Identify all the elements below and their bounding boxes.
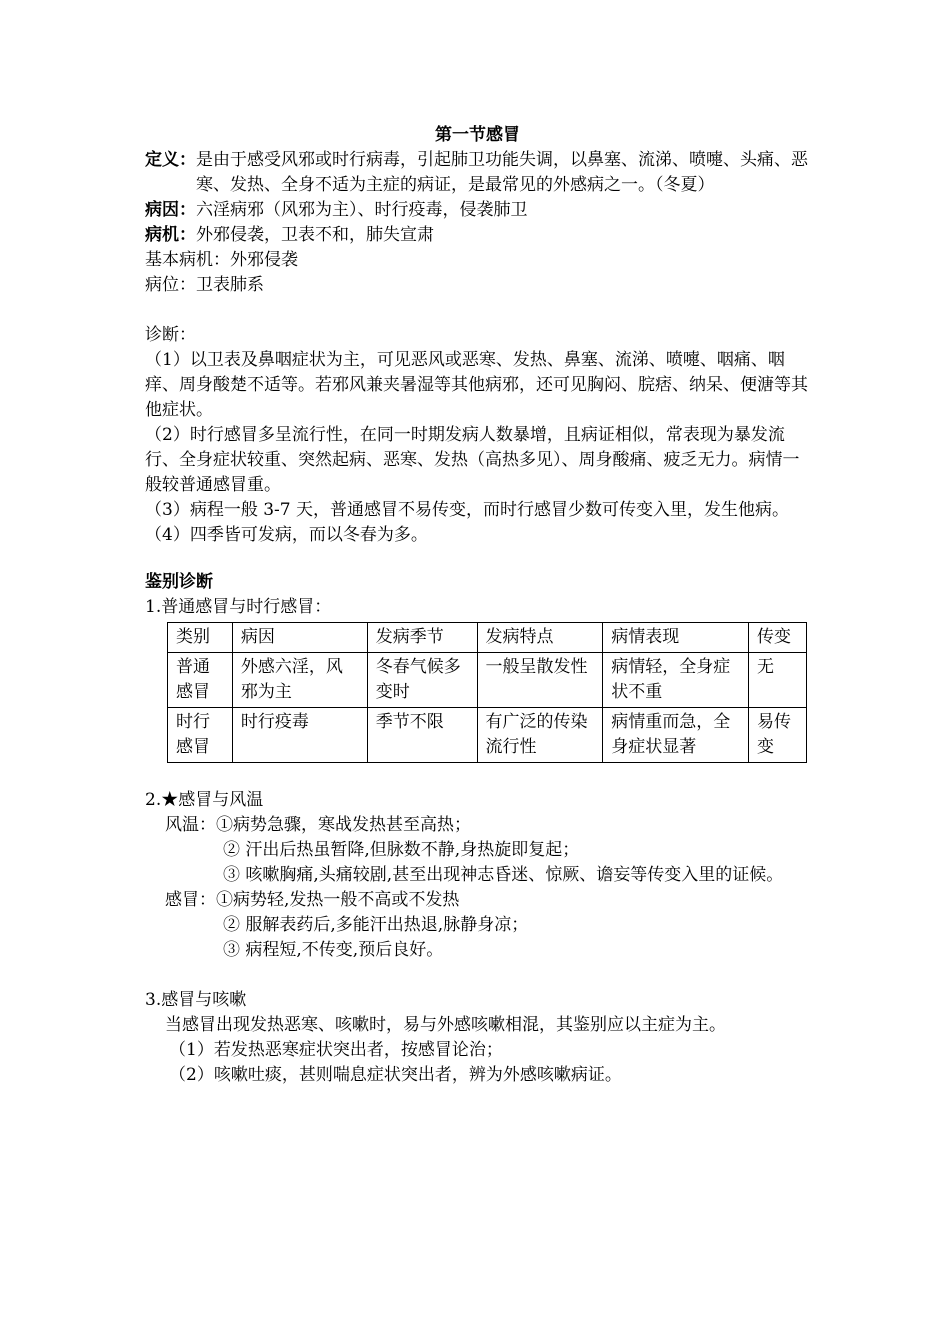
table-cell: 时行疫毒 <box>232 708 367 763</box>
table-header-cell: 发病特点 <box>477 623 603 653</box>
comparison-table <box>167 622 807 763</box>
table-row <box>168 708 807 763</box>
table-header-cell: 类别 <box>168 623 233 653</box>
cause-text: 六淫病邪（风邪为主）、时行疫毒，侵袭肺卫 <box>196 200 528 220</box>
fengwen-item-row <box>145 838 810 863</box>
fengwen-item-row <box>145 863 810 888</box>
ganmao-line <box>145 888 810 913</box>
table-header-cell: 病情表现 <box>603 623 749 653</box>
mechanism-line <box>145 223 810 248</box>
table-header-cell: 传变 <box>749 623 807 653</box>
table-cell: 一般呈散发性 <box>477 653 603 708</box>
cause-line <box>145 198 810 223</box>
table-header-row <box>168 623 807 653</box>
table-header-cell: 发病季节 <box>367 623 477 653</box>
table-cell: 冬春气候多变时 <box>367 653 477 708</box>
ganmao-item: ③ 病程短,不传变,预后良好。 <box>223 940 444 960</box>
fengwen-item: ③ 咳嗽胸痛,头痛较剧,甚至出现神志昏迷、惊厥、谵妄等传变入里的证候。 <box>223 865 784 885</box>
diagnosis-item: （2）时行感冒多呈流行性，在同一时期发病人数暴增，且病证相似，常表现为暴发流行、全身症状较重、突然起病、恶寒、发热（高热多见）、周身酸痛、疲乏无力。病情一般较普通感冒重。 <box>145 425 800 495</box>
diagnosis-item: （1）以卫表及鼻咽症状为主，可见恶风或恶寒、发热、鼻塞、流涕、喷嚏、咽痛、咽痒、周身酸楚不适等。若邪风兼夹暑湿等其他病邪，还可见胸闷、脘痞、纳呆、便溏等其他症状。 <box>145 350 808 420</box>
mechanism-text: 外邪侵袭，卫表不和，肺失宣肃 <box>196 225 434 245</box>
diagnosis-item: （4）四季皆可发病，而以冬春为多。 <box>145 525 428 545</box>
table-cell: 易传变 <box>749 708 807 763</box>
table-cell: 普通感冒 <box>168 653 233 708</box>
ganmao-item-row <box>145 913 810 938</box>
ganmao-item: ①病势轻,发热一般不高或不发热 <box>216 890 460 910</box>
section3-item: （2）咳嗽吐痰，甚则喘息症状突出者，辨为外感咳嗽病证。 <box>169 1065 622 1085</box>
location-line: 病位：卫表肺系 <box>145 275 264 295</box>
section3-intro: 当感冒出现发热恶寒、咳嗽时，易与外感咳嗽相混，其鉴别应以主症为主。 <box>165 1015 726 1035</box>
section3-title: 3.感冒与咳嗽 <box>145 990 247 1010</box>
basic-mechanism-line: 基本病机：外邪侵袭 <box>145 250 298 270</box>
table-cell: 外感六淫，风邪为主 <box>232 653 367 708</box>
definition-label: 定义： <box>145 150 196 170</box>
mechanism-label: 病机： <box>145 225 196 245</box>
diagnosis-heading: 诊断： <box>145 325 196 345</box>
fengwen-item: ①病势急骤，寒战发热甚至高热； <box>216 815 471 835</box>
differential-heading: 鉴别诊断 <box>145 572 213 592</box>
table-cell: 病情重而急，全身症状显著 <box>603 708 749 763</box>
table-header-cell: 病因 <box>232 623 367 653</box>
fengwen-line <box>145 813 810 838</box>
table-cell: 季节不限 <box>367 708 477 763</box>
table-row <box>168 653 807 708</box>
fengwen-label: 风温： <box>165 815 216 835</box>
table-cell: 无 <box>749 653 807 708</box>
fengwen-item: ② 汗出后热虽暂降,但脉数不静,身热旋即复起； <box>223 840 580 860</box>
document-page <box>145 123 810 1088</box>
ganmao-label: 感冒： <box>165 890 216 910</box>
page-title: 第一节感冒 <box>435 125 520 145</box>
table-cell: 有广泛的传染流行性 <box>477 708 603 763</box>
table-cell: 时行感冒 <box>168 708 233 763</box>
section1-title: 1.普通感冒与时行感冒： <box>145 597 332 617</box>
definition-block <box>145 148 810 198</box>
section2-title: 2.★感冒与风温 <box>145 790 264 810</box>
cause-label: 病因： <box>145 200 196 220</box>
definition-text: 是由于感受风邪或时行病毒，引起肺卫功能失调，以鼻塞、流涕、喷嚏、头痛、恶寒、发热、全身不适为主症的病证，是最常见的外感病之一。（冬夏） <box>196 150 808 195</box>
ganmao-item: ② 服解表药后,多能汗出热退,脉静身凉； <box>223 915 529 935</box>
section3-item: （1）若发热恶寒症状突出者，按感冒论治； <box>169 1040 503 1060</box>
ganmao-item-row <box>145 938 810 963</box>
table-cell: 病情轻，全身症状不重 <box>603 653 749 708</box>
diagnosis-item: （3）病程一般 3-7 天，普通感冒不易传变，而时行感冒少数可传变入里，发生他病。 <box>145 500 789 520</box>
